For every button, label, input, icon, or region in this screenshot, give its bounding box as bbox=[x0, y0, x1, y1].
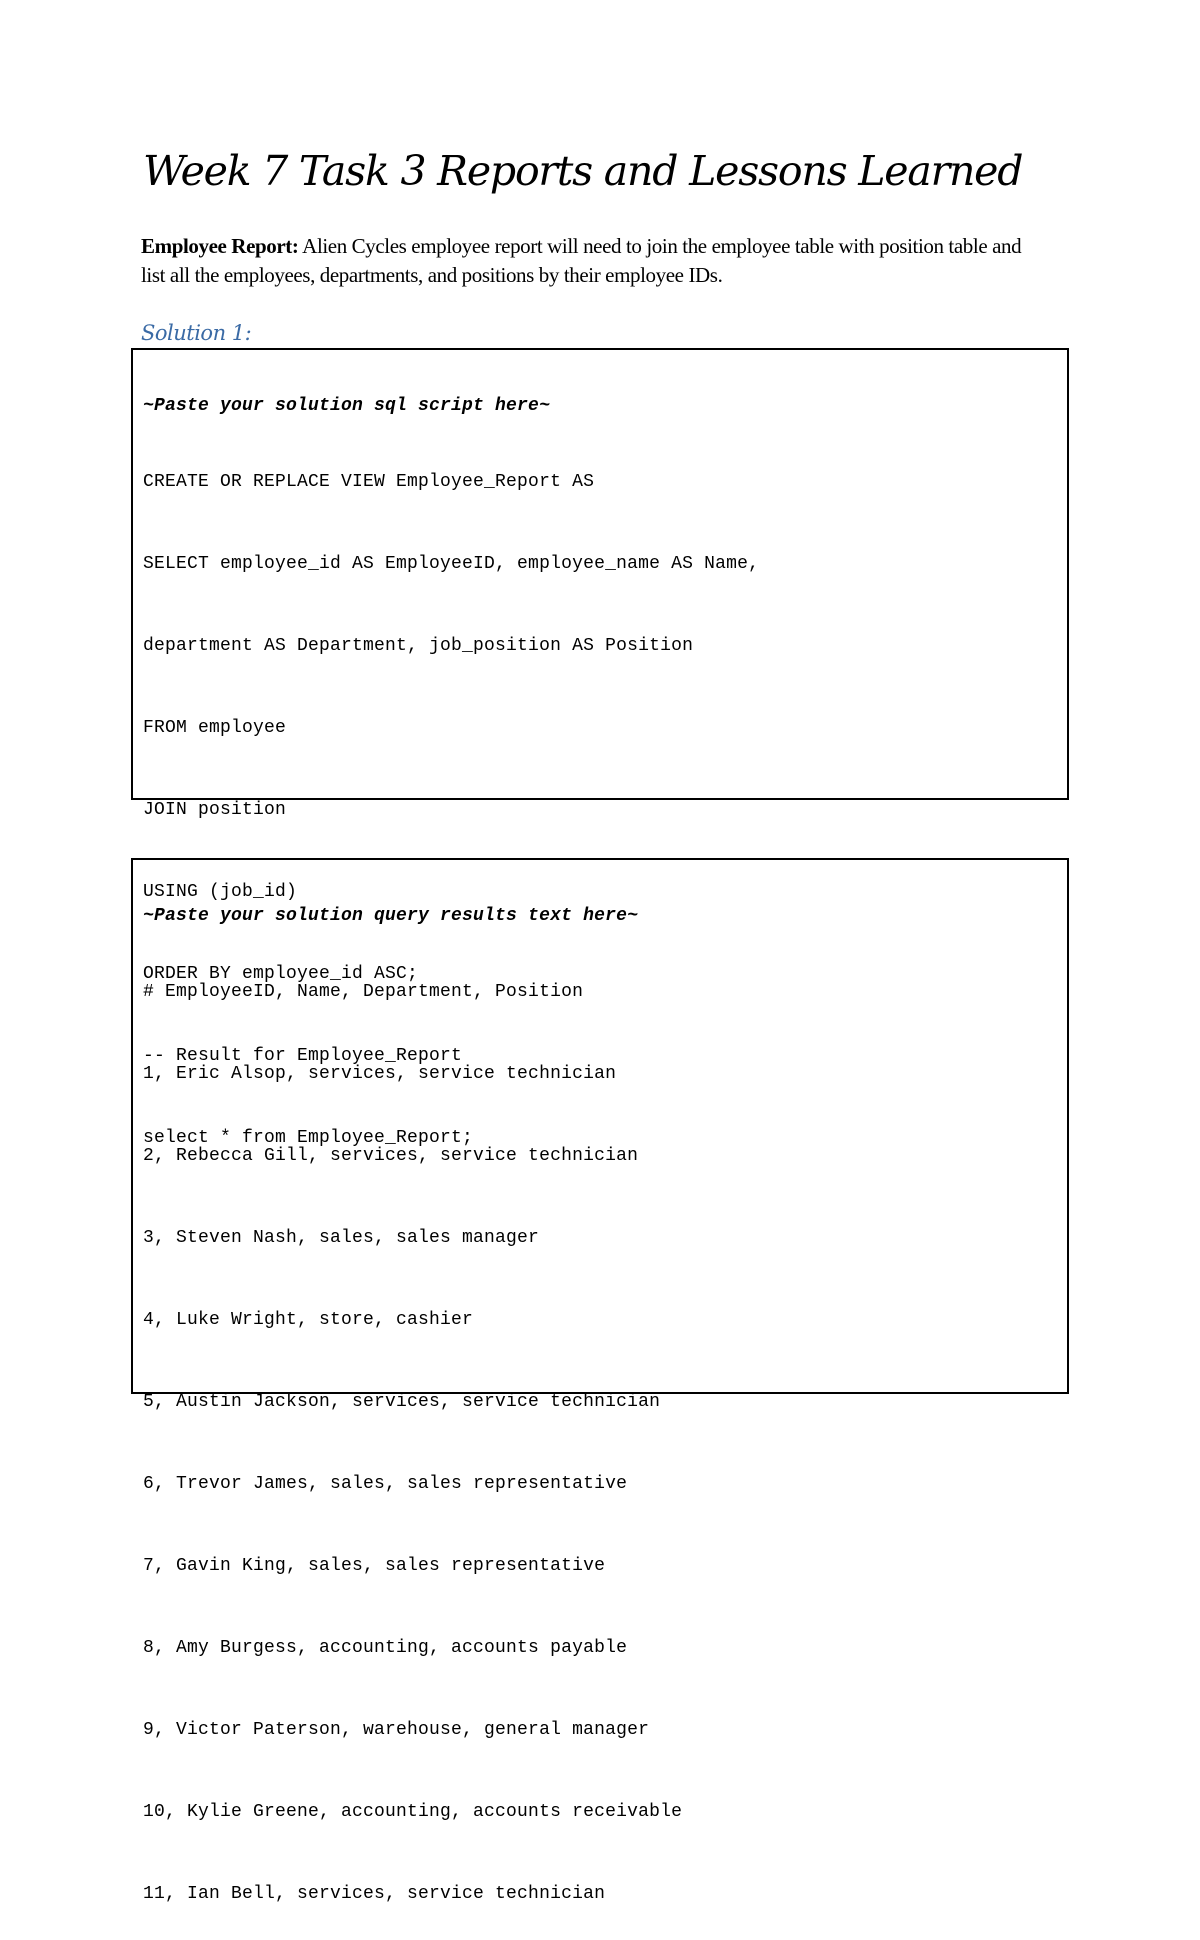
result-row: 8, Amy Burgess, accounting, accounts payable bbox=[143, 1638, 628, 1658]
sql-line: -- Result for Employee_Report bbox=[143, 1046, 463, 1066]
result-row: 10, Kylie Greene, accounting, accounts receivable bbox=[143, 1802, 683, 1822]
intro-lead: Employee Report: bbox=[141, 234, 299, 258]
result-row: 3, Steven Nash, sales, sales manager bbox=[143, 1228, 540, 1248]
result-row: 9, Victor Paterson, warehouse, general manager bbox=[143, 1720, 650, 1740]
results-box-placeholder: ~Paste your solution query results text here~ bbox=[143, 906, 639, 926]
sql-line: department AS Department, job_position AS Position bbox=[143, 636, 694, 656]
intro-paragraph bbox=[141, 232, 1041, 290]
page-title: Week 7 Task 3 Reports and Lessons Learned bbox=[143, 147, 1023, 195]
query-results-box[interactable] bbox=[131, 858, 1069, 1904]
sql-line: select * from Employee_Report; bbox=[143, 1128, 474, 1148]
sql-line: FROM employee bbox=[143, 718, 287, 738]
sql-line: ORDER BY employee_id ASC; bbox=[143, 964, 419, 984]
solution-heading: Solution 1: bbox=[141, 321, 252, 345]
sql-line: CREATE OR REPLACE VIEW Employee_Report AS bbox=[143, 472, 595, 492]
sql-box-placeholder: ~Paste your solution sql script here~ bbox=[143, 396, 551, 416]
intro-text: Alien Cycles employee report will need to join the employee table with position table and list all the employees, departments, and positions by their employee IDs. bbox=[141, 234, 1022, 287]
sql-line: USING (job_id) bbox=[143, 882, 298, 902]
result-row: 11, Ian Bell, services, service technician bbox=[143, 1884, 606, 1904]
result-row: 2, Rebecca Gill, services, service technician bbox=[143, 1146, 639, 1166]
result-row: 6, Trevor James, sales, sales representative bbox=[143, 1474, 628, 1494]
sql-line: SELECT employee_id AS EmployeeID, employee_name AS Name, bbox=[143, 554, 760, 574]
result-row: 5, Austin Jackson, services, service technician bbox=[143, 1392, 661, 1412]
result-row: 7, Gavin King, sales, sales representative bbox=[143, 1556, 606, 1576]
result-row: 4, Luke Wright, store, cashier bbox=[143, 1310, 474, 1330]
results-header-line: # EmployeeID, Name, Department, Position bbox=[143, 982, 584, 1002]
sql-line: JOIN position bbox=[143, 800, 287, 820]
result-row: 1, Eric Alsop, services, service technician bbox=[143, 1064, 617, 1084]
